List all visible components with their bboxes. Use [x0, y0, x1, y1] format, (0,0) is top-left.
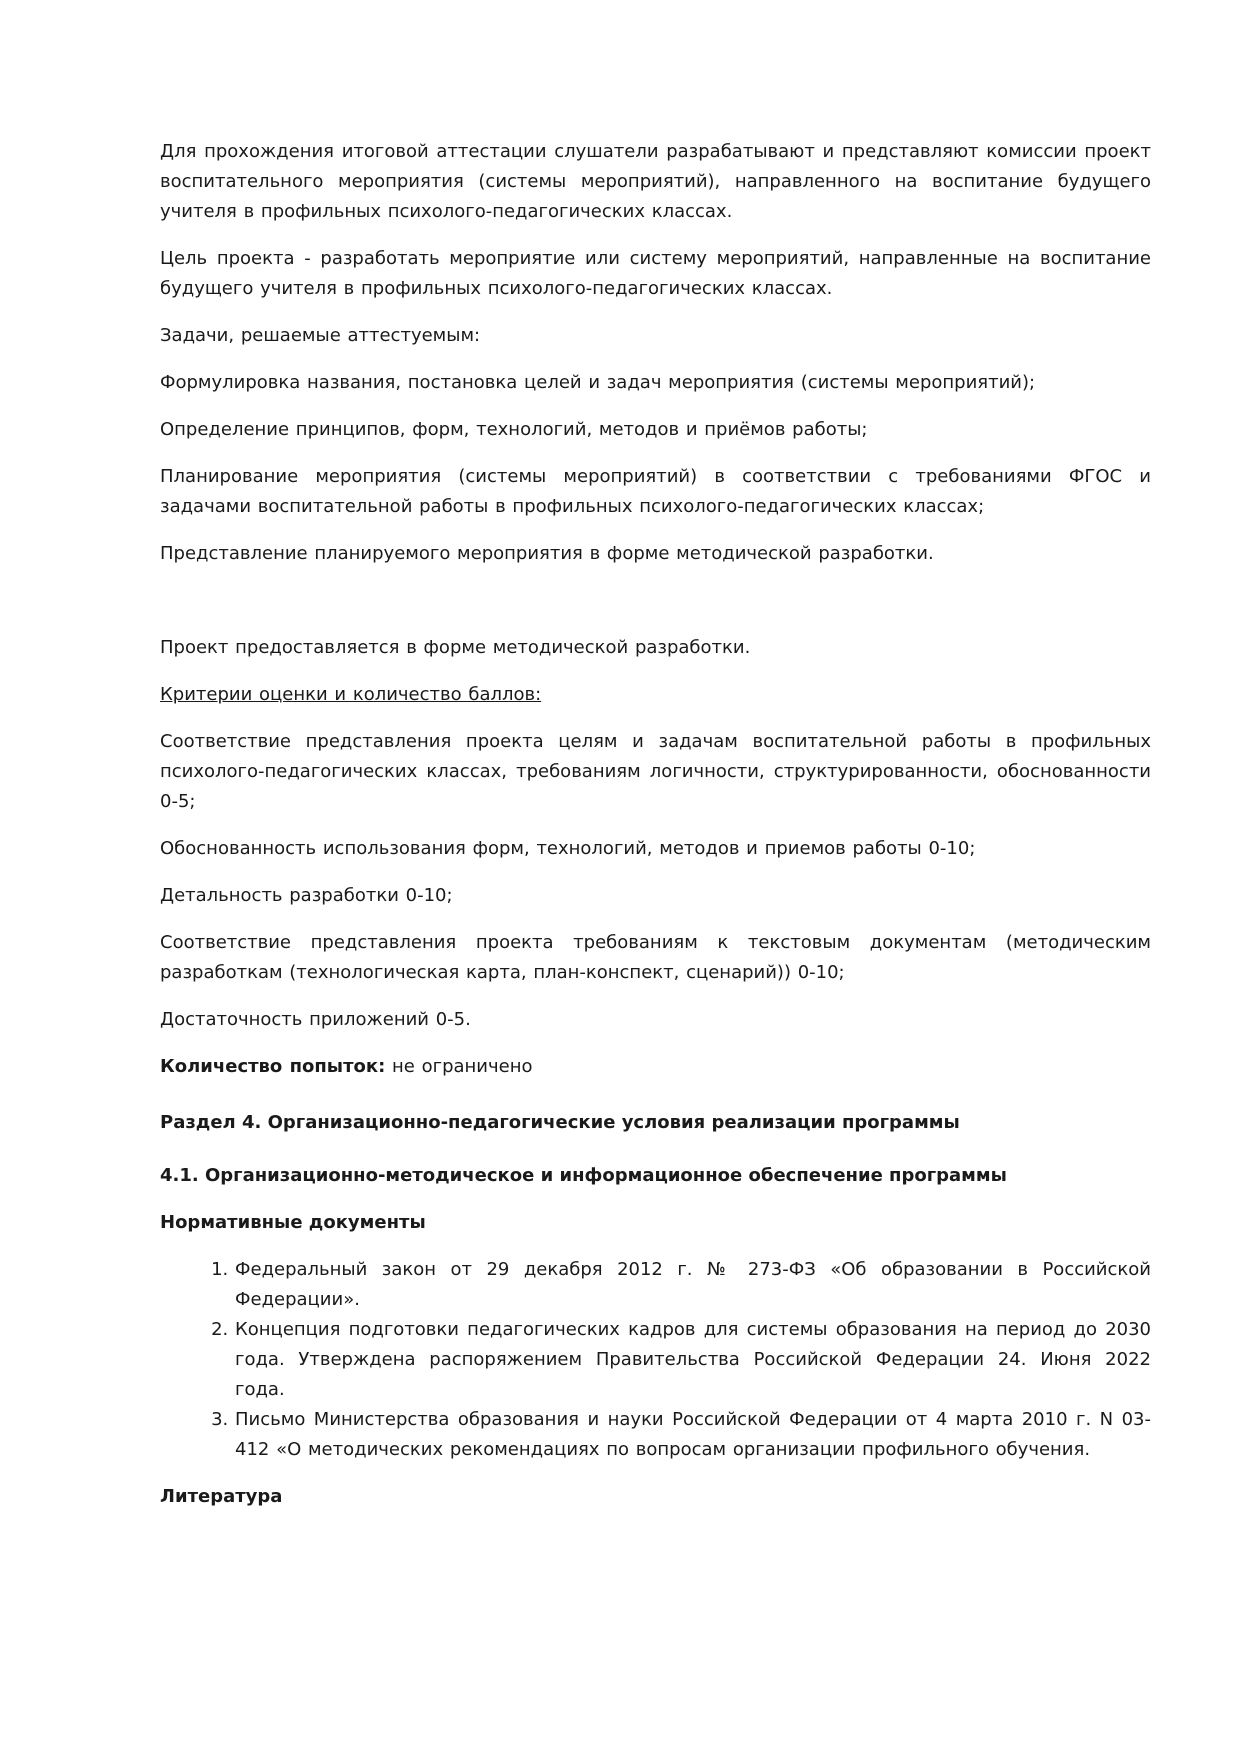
list-item-ministry-letter: 3. Письмо Министерства образования и науки Российской Федерации от 4 марта 2010 г. N 03-412 «О методических рекомендациях по вопросам организации профильного обучения.	[235, 1405, 1151, 1465]
attempts-value: не ограничено	[392, 1056, 533, 1077]
section-4-heading: Раздел 4. Организационно-педагогические условия реализации программы	[160, 1112, 960, 1133]
criterion-detail: Детальность разработки 0-10;	[160, 885, 453, 906]
criteria-heading-text: Критерии оценки и количество баллов:	[160, 684, 542, 705]
paragraph-task-planning: Планирование мероприятия (системы мероприятий) в соответствии с требованиями ФГОС и задачами воспитательной работы в профильных психолого-педагогических классах;	[160, 466, 1151, 517]
criterion-justification: Обоснованность использования форм, технологий, методов и приемов работы 0-10;	[160, 838, 976, 859]
paragraph-project-goal: Цель проекта - разработать мероприятие или систему мероприятий, направленные на воспитание будущего учителя в профильных психолого-педагогических классах.	[160, 248, 1151, 299]
normative-documents-heading: Нормативные документы	[160, 1212, 426, 1233]
criterion-compliance-goals: Соответствие представления проекта целям и задачам воспитательной работы в профильных психолого-педагогических классах, требованиям логичности, структурированности, обоснованности 0-5;	[160, 731, 1151, 812]
attempts-label: Количество попыток:	[160, 1056, 386, 1077]
criterion-text-documents: Соответствие представления проекта требованиям к текстовым документам (методическим разработкам (технологическая карта, план-конспект, сценарий)) 0-10;	[160, 932, 1151, 983]
paragraph-task-presentation: Представление планируемого мероприятия в форме методической разработки.	[160, 543, 934, 564]
paragraph-tasks-intro: Задачи, решаемые аттестуемым:	[160, 325, 481, 346]
attempts-paragraph	[160, 1052, 1151, 1082]
empty-paragraph	[160, 586, 1151, 616]
section-4-1-heading: 4.1. Организационно-методическое и информационное обеспечение программы	[160, 1165, 1007, 1186]
list-item-concept: 2. Концепция подготовки педагогических кадров для системы образования на период до 2030 года. Утверждена распоряжением Правительства Российской Федерации 24. Июня 2022 года.	[235, 1315, 1151, 1405]
paragraph-task-formulation: Формулировка названия, постановка целей и задач мероприятия (системы мероприятий);	[160, 372, 1036, 393]
list-item-federal-law: 1. Федеральный закон от 29 декабря 2012 г. № 273-ФЗ «Об образовании в Российской Федерации».	[235, 1255, 1151, 1315]
normative-documents-list	[160, 1255, 1151, 1465]
literature-heading: Литература	[160, 1486, 283, 1507]
criteria-heading	[160, 680, 1151, 710]
paragraph-project-form: Проект предоставляется в форме методической разработки.	[160, 637, 751, 658]
paragraph-final-attestation: Для прохождения итоговой аттестации слушатели разрабатывают и представляют комиссии проект воспитательного мероприятия (системы мероприятий), направленного на воспитание будущего учителя в профильных психолого-педагогических классах.	[160, 141, 1151, 222]
document-content	[160, 137, 1151, 1529]
criterion-appendices: Достаточность приложений 0-5.	[160, 1009, 471, 1030]
paragraph-task-principles: Определение принципов, форм, технологий, методов и приёмов работы;	[160, 419, 868, 440]
